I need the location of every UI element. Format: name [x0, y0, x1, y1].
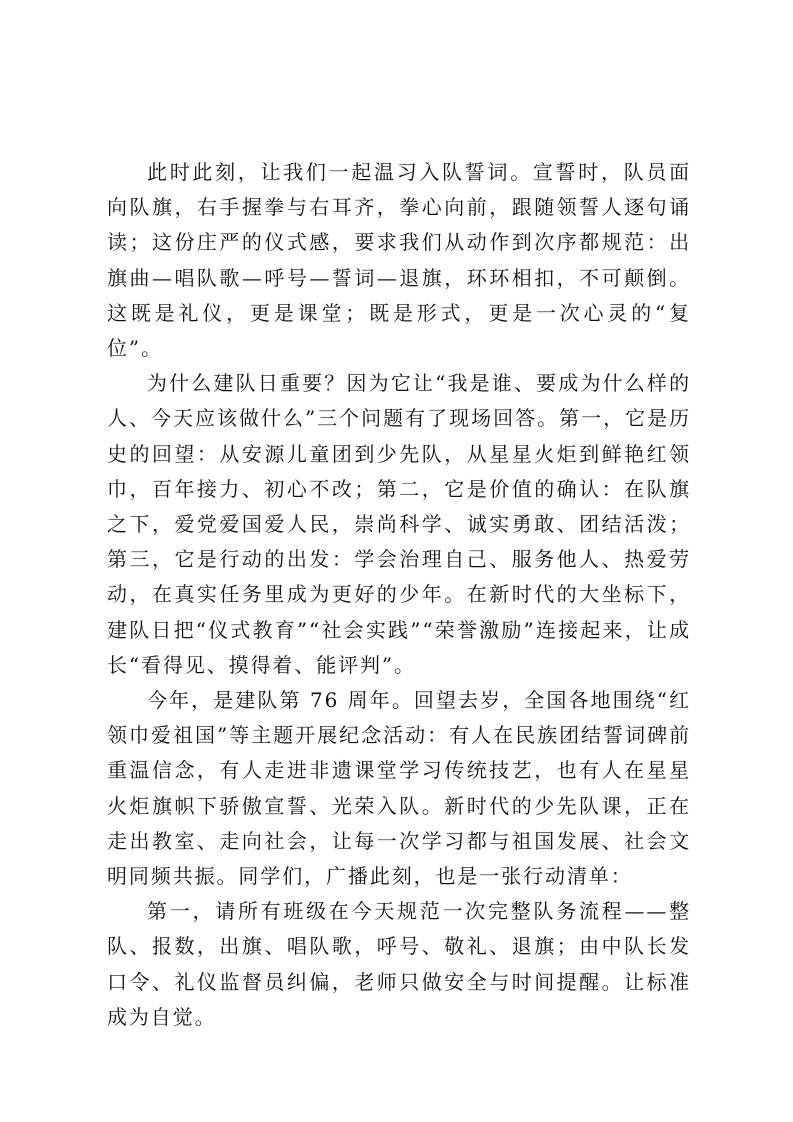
paragraph-action-item-one: 第一，请所有班级在今天规范一次完整队务流程——整队、报数，出旗、唱队歌，呼号、敬礼、退旗；由中队长发口令、礼仪监督员纠偏，老师只做安全与时间提醒。让标准成为自觉。 — [107, 899, 691, 1029]
paragraph-oath-review: 此时此刻，让我们一起温习入队誓词。宣誓时，队员面向队旗，右手握拳与右耳齐，拳心向前，跟随领誓人逐句诵读；这份庄严的仪式感，要求我们从动作到次序都规范：出旗曲—唱队歌—呼号—誓词—退旗，环环相扣，不可颠倒。这既是礼仪，更是课堂；既是形式，更是一次心灵的“复位”。 — [107, 160, 691, 361]
paragraph-76th-anniversary: 今年，是建队第 76 周年。回望去岁，全国各地围绕“红领巾爱祖国”等主题开展纪念活动：有人在民族团结誓词碑前重温信念，有人走进非遗课堂学习传统技艺，也有人在星星火炬旗帜下骄傲宣誓、光荣入队。新时代的少先队课，正在走出教室、走向社会，让每一次学习都与祖国发展、社会文明同频共振。同学们，广播此刻，也是一张行动清单： — [107, 688, 691, 889]
paragraph-why-founding-day: 为什么建队日重要？因为它让“我是谁、要成为什么样的人、今天应该做什么”三个问题有了现场回答。第一，它是历史的回望：从安源儿童团到少先队，从星星火炬到鲜艳红领巾，百年接力、初心不改；第二，它是价值的确认：在队旗之下，爱党爱国爱人民，崇尚科学、诚实勇敢、团结活泼；第三，它是行动的出发：学会治理自己、服务他人、热爱劳动，在真实任务里成为更好的少年。在新时代的大坐标下，建队日把“仪式教育”“社会实践”“荣誉激励”连接起来，让成长“看得见、摸得着、能评判”。 — [107, 371, 691, 677]
document-page — [107, 155, 691, 1035]
